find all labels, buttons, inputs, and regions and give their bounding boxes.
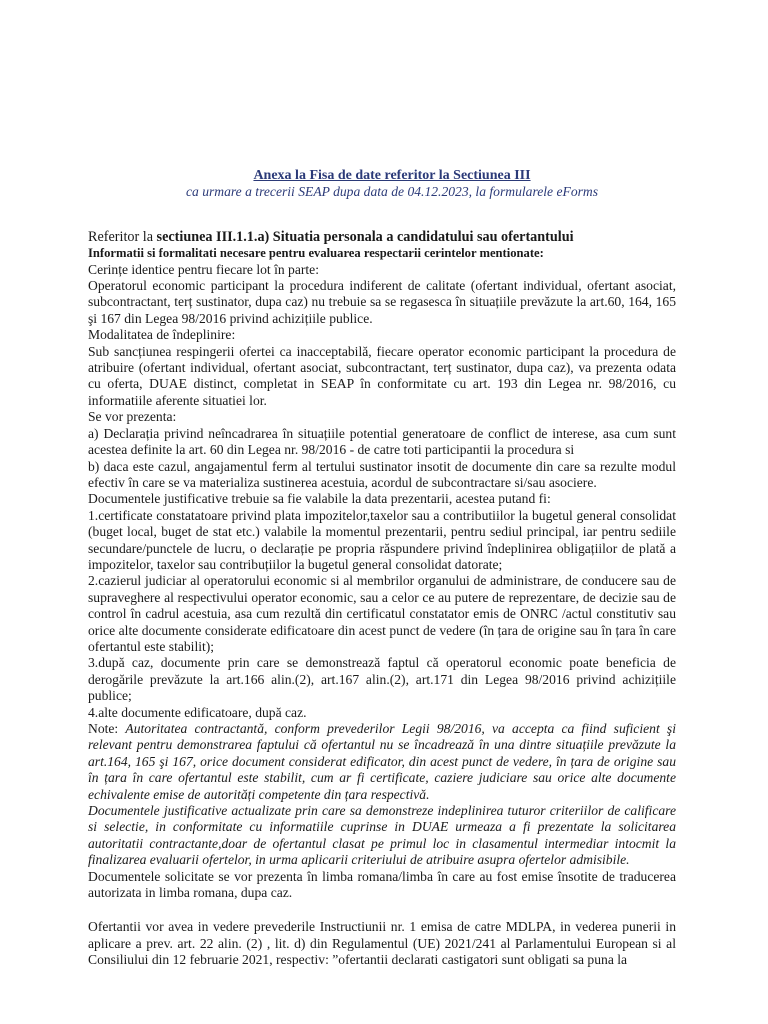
- paragraph-declaration-a: a) Declarația privind neîncadrarea în situațiile potential generatoare de conflict de interese, asa cum sunt acestea definite la art. 60 din Legea nr. 98/2016 - de catre toti participantii la procedura si: [88, 425, 676, 458]
- paragraph-updated-documents: Documentele justificative actualizate prin care sa demonstreze indeplinirea tuturor criteriilor de calificare si selectie, in conformitate cu informatiile cuprinse in DUAE urmeaza a fi prezentate la solicitarea autoritatii contractante,doar de ofertantul clasat pe primul loc in clasamentul intermediar intocmit la finalizarea evaluarii ofertelor, in urma aplicarii criteriului de atribuire asupra ofertelor admisibile.: [88, 803, 676, 868]
- document-title: Anexa la Fisa de date referitor la Sectiunea III: [253, 168, 531, 183]
- paragraph-justificative: Documentele justificative trebuie sa fie valabile la data prezentarii, acestea putand fi:: [88, 491, 551, 507]
- paragraph-fulfilment-heading: Modalitatea de îndeplinire:: [88, 327, 236, 343]
- paragraph-sanction: Sub sancțiunea respingerii ofertei ca inacceptabilă, fiecare operator economic participant la procedura de atribuire (ofertant individual, ofertant asociat, subcontractant, terț sustinator, dupa caz), va prezenta odata cu oferta, DUAE distinct, completat in SEAP în conformitate cu art. 193 din Legea nr. 98/2016, cu informatiile aferente situatiei lor.: [88, 343, 676, 408]
- paragraph-item-4: 4.alte documente edificatoare, după caz.: [88, 704, 307, 720]
- paragraph-item-1: 1.certificate constatatoare privind plata impozitelor,taxelor sau a contributiilor la bugetul general consolidat (buget local, buget de stat etc.) valabile la momentul prezentarii, pentru sediul principal, iar pentru sediile secundare/punctele de lucru, o declarație pe propria răspundere privind îndeplinirea obligațiilor de plată a impozitelor, taxelor sau contribuțiilor la bugetul general consolidat datorate;: [88, 507, 676, 572]
- info-heading: Informatii si formalitati necesare pentru evaluarea respectarii cerintelor mentionate:: [88, 246, 544, 261]
- section-reference: [88, 229, 676, 245]
- note-label: Note:: [88, 721, 126, 736]
- document-subtitle: ca urmare a trecerii SEAP dupa data de 04.12.2023, la formularele eForms: [185, 184, 599, 200]
- note-text: Autoritatea contractantă, conform prevederilor Legii 98/2016, va accepta ca fiind suficient şi relevant pentru demonstrarea faptului că ofertantul nu se încadrează în una dintre situațiile prevăzute la art.164, 165 şi 167, orice document considerat edificator, din acest punct de vedere, în țara de origine sau în țara în care ofertantul este stabilit, cum ar fi certificate, caziere judiciare sau orice alte documente echivalente emise de autorități competente din țara respectivă.: [88, 721, 676, 802]
- paragraph-commitment-b: b) daca este cazul, angajamentul ferm al tertului sustinator insotit de documente din care sa rezulte modul efectiv în care se va materializa sustinerea acestuia, acordul de subcontractare si/sau asociere.: [88, 458, 676, 490]
- document-page: [88, 168, 676, 969]
- paragraph-mdlpa: Ofertantii vor avea in vedere prevederile Instructiunii nr. 1 emisa de catre MDLPA, in vederea punerii in aplicare a prev. art. 22 alin. (2) , lit. d) din Regulamentul (UE) 2021/241 al Parlamentului European si al Consiliului din 12 februarie 2021, respectiv: ”ofertantii declarati castigatori sunt obligati sa puna la: [88, 919, 676, 968]
- section-reference-prefix: Referitor la: [88, 228, 157, 245]
- paragraph-operator: Operatorul economic participant la procedura indiferent de calitate (ofertant individual, ofertant asociat, subcontractant, terț sustinator, dupa caz) nu trebuie sa se regasesca în situațiile prevăzute la art.60, 164, 165 şi 167 din Legea 98/2016 privind achizițiile publice.: [88, 278, 676, 326]
- paragraph-language: Documentele solicitate se vor prezenta în limba romana/limba în care au fost emise însotite de traducerea autorizata in limba romana, dupa caz.: [88, 868, 676, 901]
- paragraph-item-2: 2.cazierul judiciar al operatorului economic si al membrilor organului de administrare, de conducere sau de supraveghere al respectivului operator economic, sau a celor ce au putere de reprezentare, de decizie sau de control în cadrul acestuia, asa cum rezultă din certificatul constatator emis de ONRC /actul constitutiv sau orice alte documente considerate edificatoare din acest punct de vedere (în țara de origine sau în țara în care ofertantul este stabilit);: [88, 573, 676, 654]
- section-reference-title: sectiunea III.1.1.a) Situatia personala a candidatului sau ofertantului: [156, 228, 574, 245]
- paragraph-note: [88, 721, 676, 803]
- paragraph-requirements: Cerințe identice pentru fiecare lot în parte:: [88, 261, 319, 277]
- paragraph-item-3: 3.după caz, documente prin care se demonstrează faptul că operatorul economic poate beneficia de derogările prevăzute la art.166 alin.(2), art.167 alin.(2), art.171 din Legea 98/2016 privind achizițiile publice;: [88, 655, 676, 704]
- paragraph-present: Se vor prezenta:: [88, 409, 177, 425]
